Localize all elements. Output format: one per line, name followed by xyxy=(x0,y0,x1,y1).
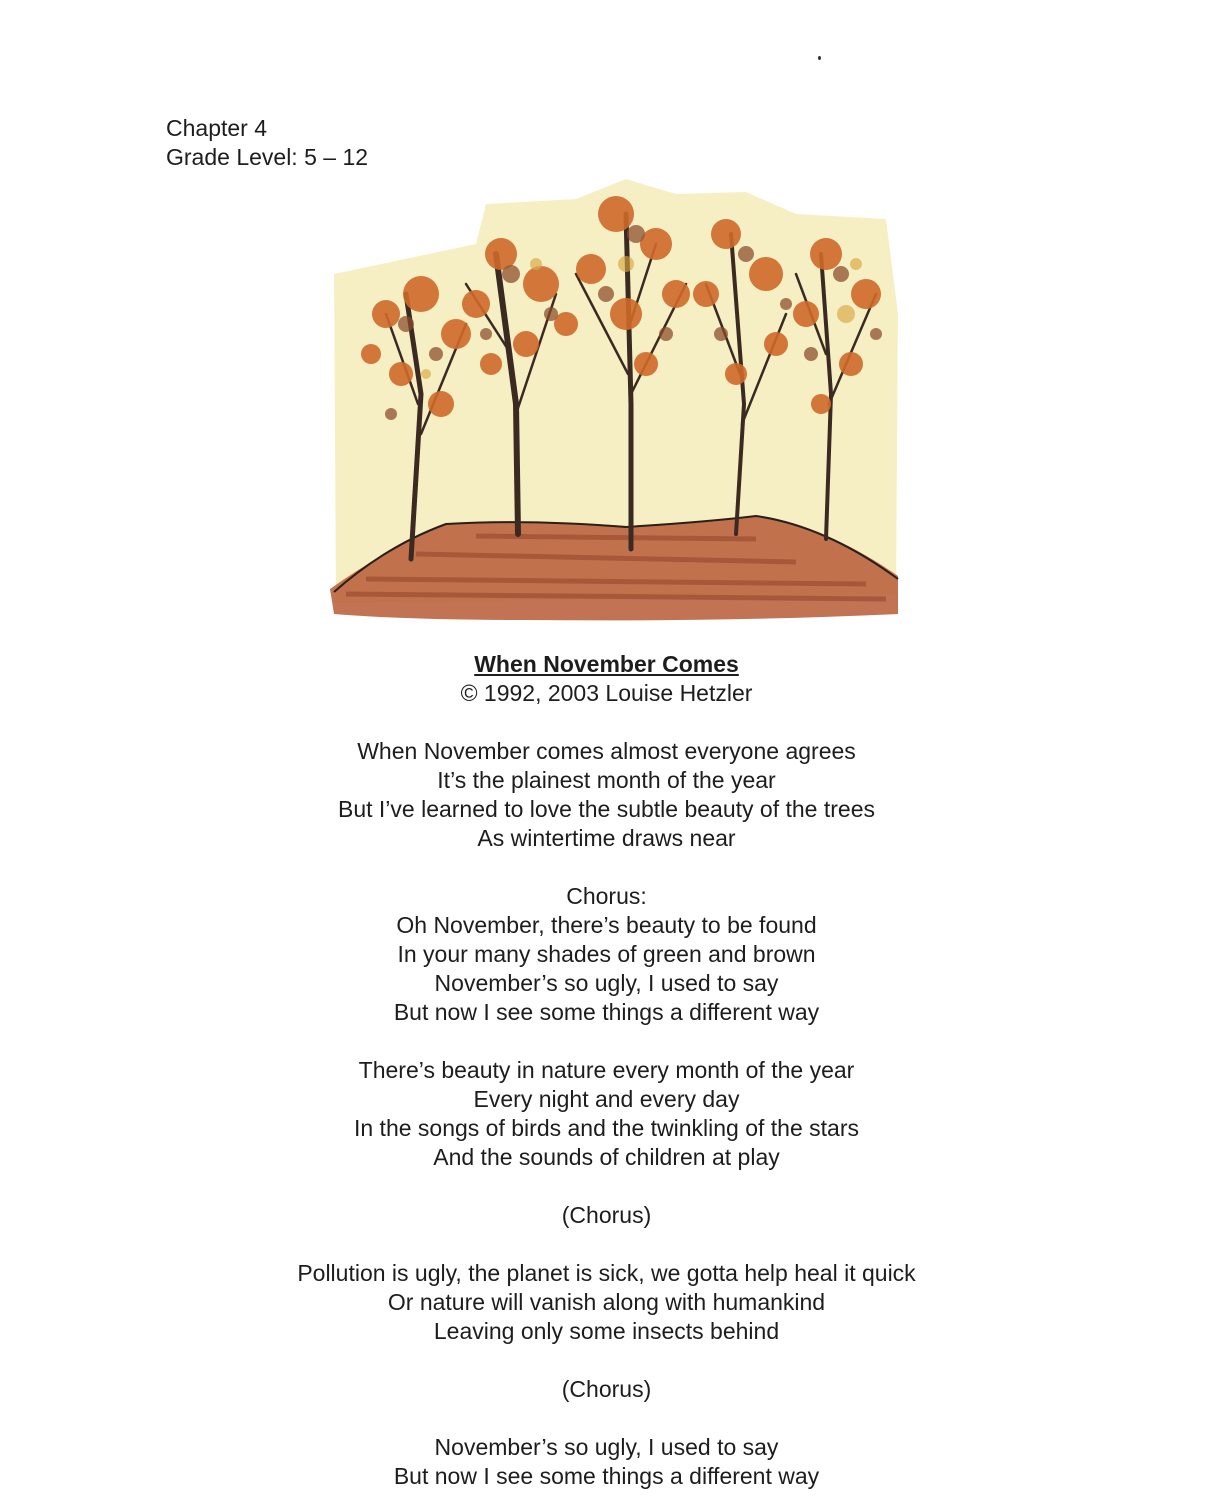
lyric-line: But now I see some things a different way xyxy=(393,999,820,1025)
lyric-line: In the songs of birds and the twinkling of the stars xyxy=(353,1115,859,1141)
lyric-line: But I’ve learned to love the subtle beauty of the trees xyxy=(337,796,875,822)
song-lyrics xyxy=(0,650,1213,1491)
grade-level-label: Grade Level: 5 – 12 xyxy=(166,144,369,170)
lyric-line: Or nature will vanish along with humankind xyxy=(387,1289,826,1315)
lyric-line: Pollution is ugly, the planet is sick, we gotta help heal it quick xyxy=(297,1260,916,1286)
chapter-label: Chapter 4 xyxy=(166,115,268,141)
chorus-label: Chorus: xyxy=(566,883,647,909)
lyric-line: And the sounds of children at play xyxy=(433,1144,780,1170)
song-copyright: © 1992, 2003 Louise Hetzler xyxy=(460,680,753,706)
chorus-stanza xyxy=(0,882,1213,1027)
stanza-3 xyxy=(0,1259,1213,1346)
lyric-line: As wintertime draws near xyxy=(477,825,736,851)
stanza-1 xyxy=(0,737,1213,853)
lyric-line: Oh November, there’s beauty to be found xyxy=(396,912,817,938)
lyric-line: It’s the plainest month of the year xyxy=(437,767,776,793)
chorus-repeat-2 xyxy=(0,1375,1213,1404)
lyric-line: In your many shades of green and brown xyxy=(397,941,816,967)
lyric-line: Leaving only some insects behind xyxy=(433,1318,780,1344)
chorus-repeat-label: (Chorus) xyxy=(561,1376,652,1402)
song-title: When November Comes xyxy=(474,651,739,677)
lyric-line: But now I see some things a different way xyxy=(393,1463,820,1489)
stanza-2 xyxy=(0,1056,1213,1172)
chorus-repeat-1 xyxy=(0,1201,1213,1230)
scan-speck xyxy=(818,56,821,60)
chorus-repeat-label: (Chorus) xyxy=(561,1202,652,1228)
lyric-line: When November comes almost everyone agrees xyxy=(357,738,856,764)
closing-stanza xyxy=(0,1433,1213,1491)
lyric-line: November’s so ugly, I used to say xyxy=(434,1434,779,1460)
lyric-line: November’s so ugly, I used to say xyxy=(434,970,779,996)
page-header xyxy=(166,114,368,172)
lyric-line: Every night and every day xyxy=(473,1086,740,1112)
autumn-trees-drawing-icon xyxy=(326,174,901,622)
lyric-line: There’s beauty in nature every month of the year xyxy=(358,1057,855,1083)
